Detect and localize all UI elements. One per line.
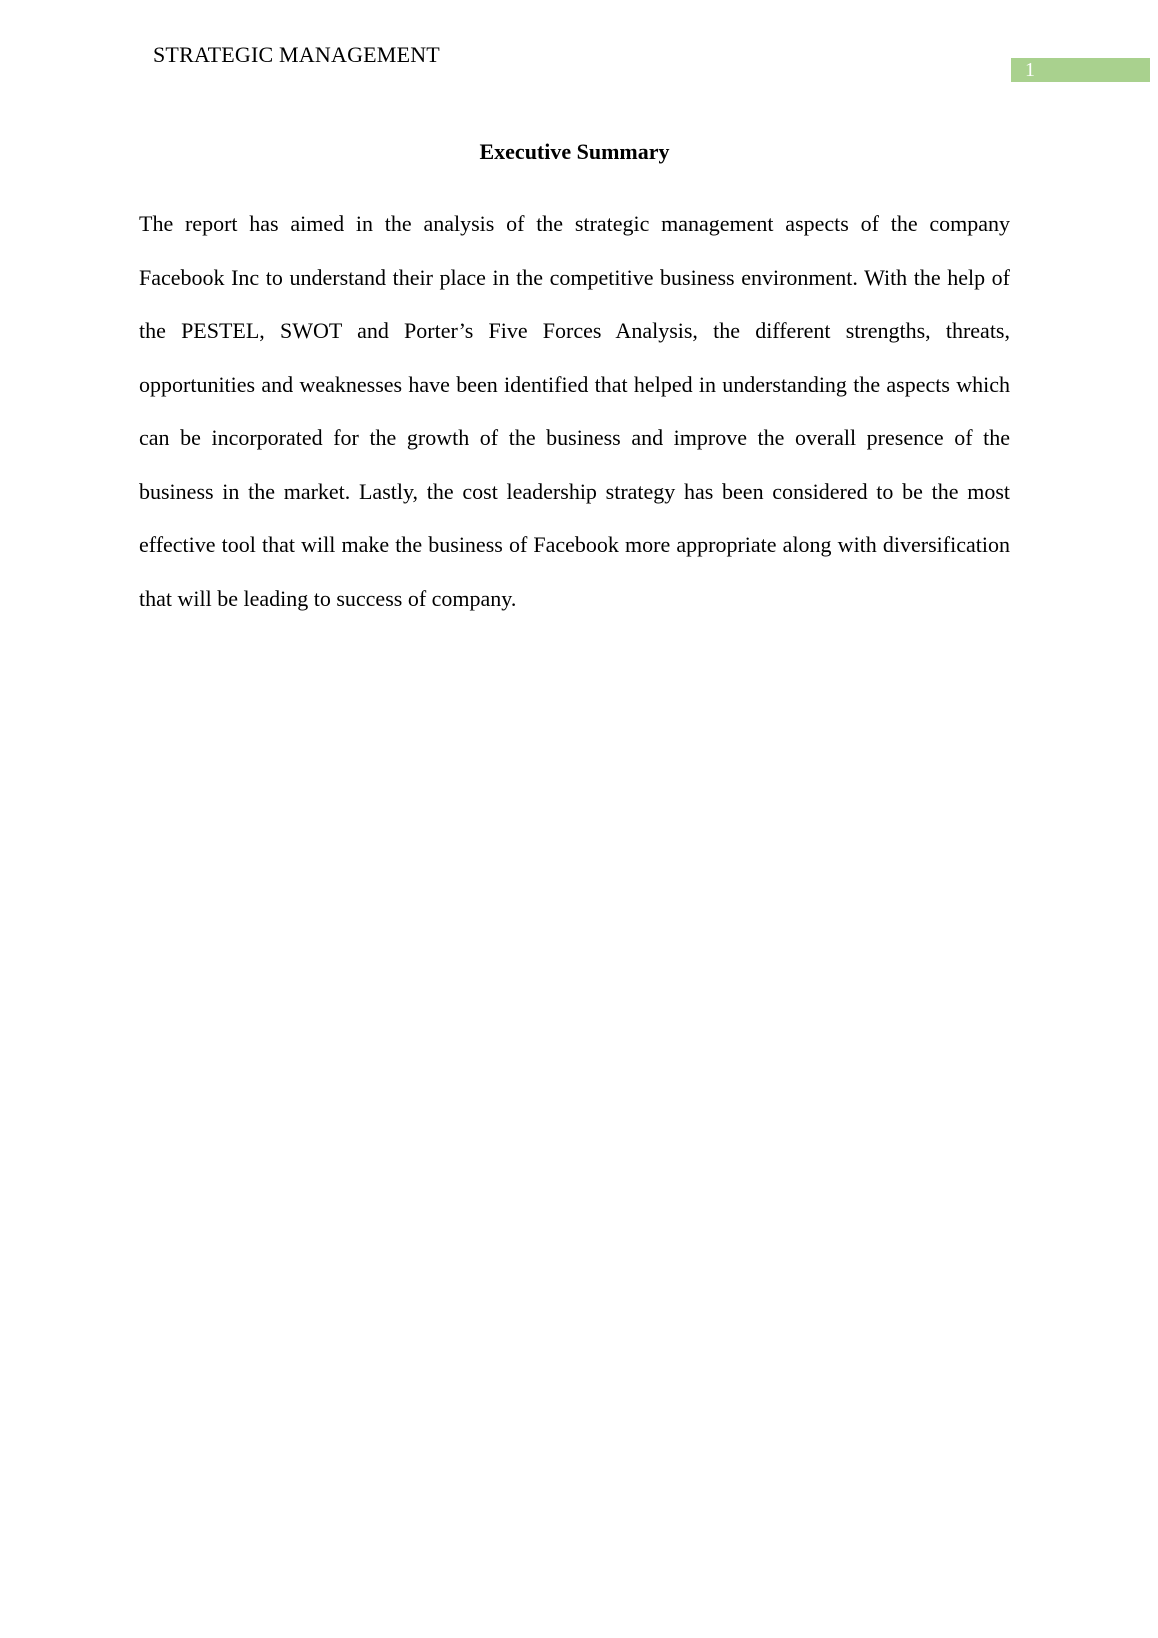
executive-summary-paragraph: The report has aimed in the analysis of the strategic management aspects of the company Facebook Inc to understand their place in the competitive business environment. With the help of the PESTEL, SWOT and Porter’s Five Forces Analysis, the different strengths, threats, opportunities and weaknesses have been identified that helped in understanding the aspects which can be incorporated for the growth of the business and improve the overall presence of the business in the market. Lastly, the cost leadership strategy has been considered to be the most effective tool that will make the business of Facebook more appropriate along with diversification that will be leading to success of company. — [139, 211, 1010, 611]
page-number: 1 — [1025, 59, 1035, 81]
running-head: STRATEGIC MANAGEMENT — [153, 42, 440, 67]
section-title: Executive Summary — [479, 139, 670, 164]
page-number-badge — [1011, 58, 1150, 82]
